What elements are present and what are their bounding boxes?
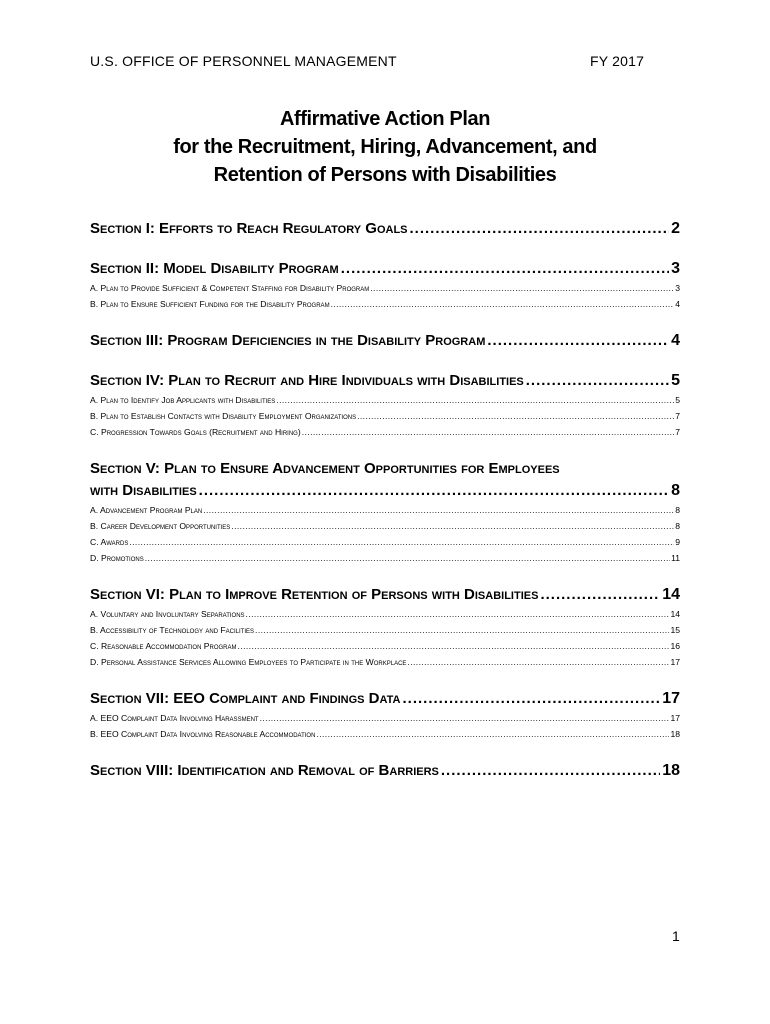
dot-leader: [246, 606, 670, 622]
toc-subsection[interactable]: [90, 638, 680, 654]
toc-page-number: 18: [662, 762, 680, 779]
dot-leader: [316, 726, 669, 742]
toc-page-number: 8: [675, 505, 680, 515]
toc-section-7[interactable]: [90, 688, 680, 710]
title-line-2: for the Recruitment, Hiring, Advancement, and: [173, 136, 597, 158]
toc-section-6[interactable]: [90, 584, 680, 606]
toc-section-3[interactable]: [90, 330, 680, 352]
dot-leader: [441, 760, 660, 782]
toc-section-5[interactable]: [90, 480, 680, 502]
toc-page-number: 18: [670, 729, 680, 739]
dot-leader: [403, 688, 661, 710]
dot-leader: [238, 638, 670, 654]
dot-leader: [302, 424, 675, 440]
toc-section-label: Section IV: Plan to Recruit and Hire Individuals with Disabilities: [90, 372, 524, 389]
toc-subsection-label: B. Plan to Ensure Sufficient Funding for the Disability Program: [90, 299, 330, 309]
toc-section-label: Section VIII: Identification and Removal of Barriers: [90, 762, 439, 779]
dot-leader: [199, 480, 669, 502]
toc-subsection[interactable]: [90, 502, 680, 518]
toc-subsection[interactable]: [90, 408, 680, 424]
toc-subsection-label: B. EEO Complaint Data Involving Reasonable Accommodation: [90, 729, 316, 739]
toc-subsection-label: B. Accessibility of Technology and Facilities: [90, 625, 255, 635]
toc-subsection[interactable]: [90, 392, 680, 408]
dot-leader: [487, 330, 669, 352]
dot-leader: [203, 502, 674, 518]
toc-section-1[interactable]: [90, 218, 680, 240]
toc-section-8[interactable]: [90, 760, 680, 782]
toc-page-number: 14: [662, 586, 680, 603]
dot-leader: [129, 534, 674, 550]
toc-section-2[interactable]: [90, 258, 680, 280]
toc-page-number: 17: [670, 713, 680, 723]
dot-leader: [407, 654, 669, 670]
toc-subsection-label: A. Plan to Identify Job Applicants with Disabilities: [90, 395, 276, 405]
toc-subsection[interactable]: [90, 518, 680, 534]
toc-section-label: Section VII: EEO Complaint and Findings Data: [90, 690, 401, 707]
toc-page-number: 7: [675, 427, 680, 437]
toc-section-label: with Disabilities: [90, 482, 197, 499]
toc-page-number: 8: [675, 521, 680, 531]
toc-page-number: 7: [675, 411, 680, 421]
document-title: [0, 105, 770, 189]
toc-subsection-label: B. Plan to Establish Contacts with Disability Employment Organizations: [90, 411, 357, 421]
toc-subsection[interactable]: [90, 654, 680, 670]
toc-page-number: 2: [671, 220, 680, 237]
dot-leader: [145, 550, 670, 566]
toc-subsection-label: A. Plan to Provide Sufficient & Competent Staffing for Disability Program: [90, 283, 370, 293]
toc-subsection[interactable]: [90, 726, 680, 742]
toc-subsection-label: B. Career Development Opportunities: [90, 521, 231, 531]
page-number: 1: [672, 928, 680, 944]
table-of-contents: [90, 218, 680, 782]
toc-subsection[interactable]: [90, 280, 680, 296]
toc-subsection[interactable]: [90, 710, 680, 726]
dot-leader: [260, 710, 670, 726]
toc-page-number: 4: [675, 299, 680, 309]
toc-subsection-label: A. Advancement Program Plan: [90, 505, 203, 515]
toc-page-number: 17: [670, 657, 680, 667]
toc-page-number: 5: [671, 372, 680, 389]
title-line-3: Retention of Persons with Disabilities: [213, 164, 557, 186]
toc-section-label: Section III: Program Deficiencies in the Disability Program: [90, 332, 486, 349]
dot-leader: [357, 408, 674, 424]
dot-leader: [231, 518, 674, 534]
toc-section-label: Section II: Model Disability Program: [90, 260, 339, 277]
toc-subsection-label: D. Promotions: [90, 553, 144, 563]
toc-page-number: 11: [671, 553, 680, 563]
dot-leader: [331, 296, 675, 312]
toc-subsection[interactable]: [90, 550, 680, 566]
header-agency: U.S. OFFICE OF PERSONNEL MANAGEMENT: [90, 53, 397, 69]
toc-page-number: 9: [675, 537, 680, 547]
title-line-1: Affirmative Action Plan: [279, 108, 491, 130]
dot-leader: [410, 218, 670, 240]
dot-leader: [255, 622, 669, 638]
toc-subsection[interactable]: [90, 424, 680, 440]
toc-subsection[interactable]: [90, 606, 680, 622]
toc-page-number: 14: [670, 609, 680, 619]
toc-subsection-label: A. Voluntary and Involuntary Separations: [90, 609, 245, 619]
toc-section-4[interactable]: [90, 370, 680, 392]
toc-page-number: 15: [670, 625, 680, 635]
toc-subsection-label: A. EEO Complaint Data Involving Harassment: [90, 713, 259, 723]
toc-page-number: 3: [675, 283, 680, 293]
dot-leader: [370, 280, 674, 296]
toc-page-number: 17: [662, 690, 680, 707]
dot-leader: [540, 584, 660, 606]
toc-page-number: 5: [675, 395, 680, 405]
toc-section-label: Section VI: Plan to Improve Retention of Persons with Disabilities: [90, 586, 539, 603]
header-fiscal-year: FY 2017: [590, 53, 645, 69]
toc-subsection-label: D. Personal Assistance Services Allowing Employees to Participate in the Workplace: [90, 657, 407, 667]
toc-page-number: 3: [671, 260, 680, 277]
toc-section-label: Section I: Efforts to Reach Regulatory Goals: [90, 220, 408, 237]
toc-section-5-line-1[interactable]: Section V: Plan to Ensure Advancement Opportunities for Employees: [90, 460, 560, 477]
toc-page-number: 4: [671, 332, 680, 349]
dot-leader: [276, 392, 674, 408]
toc-page-number: 16: [670, 641, 680, 651]
toc-subsection[interactable]: [90, 296, 680, 312]
toc-subsection-label: C. Progression Towards Goals (Recruitment and Hiring): [90, 427, 301, 437]
dot-leader: [526, 370, 669, 392]
toc-subsection[interactable]: [90, 534, 680, 550]
toc-subsection-label: C. Reasonable Accommodation Program: [90, 641, 237, 651]
dot-leader: [341, 258, 669, 280]
toc-subsection-label: C. Awards: [90, 537, 129, 547]
toc-page-number: 8: [671, 482, 680, 499]
toc-subsection[interactable]: [90, 622, 680, 638]
